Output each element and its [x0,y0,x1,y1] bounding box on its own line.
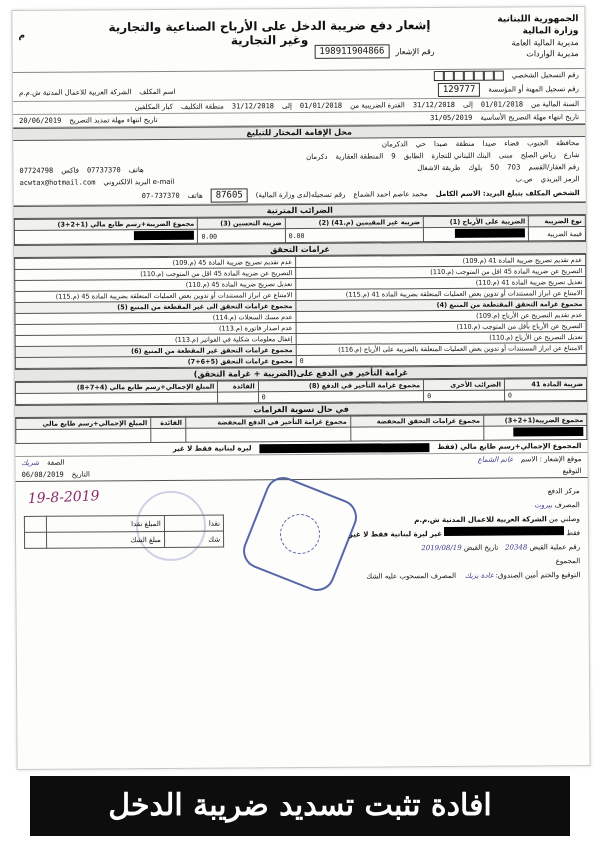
cashier-label: أمين الصندوق [497,571,539,580]
fine-right-item: تعديل التصريح عن الأرباح (م.110) [296,332,586,345]
fine-right-item: عدم تقديم التصريح عن الأرباح (م.109) [296,310,586,323]
late-col-interest: الفائدة [218,381,258,392]
ministry-block [497,13,578,60]
settlement-table [15,414,587,444]
profession-reg-label: رقم تسجيل المهنة أو المؤسسة [488,85,579,94]
date-label: التاريخ [71,470,90,479]
receipt-fields: مركز الدفع المصرف بيروت وصلني من الشركة العربية للاعمال المدنية ش.م.م فقط غير ليرة لبنانية فقط لا غير رقم عملية القبض 20348 تاريخ القبض 2019/08/19 المجموع التوقيع والختم أمين الصندوق: غادة يزبك المصرف المسحوب عليه الشك [348,487,581,581]
tax-to-label: إلى [281,102,292,111]
fine-right-item: تعديل تصريح ضريبة المادة 41 (م.110) [296,277,586,290]
caption-banner: افادة تثبت تسديد ضريبة الدخل [30,776,570,836]
fine-left-item: عدم اصدار فاتورة (م.113) [15,323,296,336]
deadline-value: 31/05/2019 [430,113,473,123]
fine-right-item: التصريح عن الأرباح بأقل من المتوجب (م.110) [296,321,586,334]
redaction [455,228,525,237]
floor-label: الطابق [403,152,424,161]
ministry-label: وزارة المالية [522,26,579,37]
fax-label: فاكس [61,166,79,175]
late-sum-value: 0 [258,391,424,403]
district-label: قضاء [504,139,520,148]
receipt-no-label: رقم عملية القبض [529,543,581,552]
due-improvement-value: 0.00 [198,229,285,244]
due-taxes-title: الضرائب المترتبة [14,202,586,219]
taxpayer-name: الشركة العربية للاعمال المدنية ش.م.م [18,88,132,97]
date-value: 06/08/2019 [21,470,64,479]
tax-from: 01/01/2018 [299,101,343,111]
document-title: إشعار دفع ضريبة الدخل على الأرباح الصناعية والتجارية وغير التجارية [108,18,431,48]
cashier-value: غادة يزبك [464,571,494,580]
agent-name: محمد عاصم احمد الشماع [353,190,428,199]
occupancy-label: طريقة الاشغال [417,163,461,173]
settlement-title: في حال تسوية الغرامات [15,401,587,418]
redaction [444,526,564,536]
due-col-profit: الضريبة على الأرباح (1) [424,216,529,228]
drawee-bank-label: المصرف المسحوب عليه الشك [366,571,457,581]
settle-late-value [186,427,351,442]
phone-value: 07737370 [86,166,121,175]
quarter-value: الدكرمان [381,140,408,149]
late-col-total: المبلغ الإجمالي+رسم طابع مالي (4+7+8) [15,381,217,393]
assessment-zone-label: منطقة التكليف [180,102,224,111]
receipt-date-label: تاريخ القبض [463,543,499,552]
republic-label: الجمهورية اللبنانية [497,14,579,25]
late-title: غرامة التأخير في الدفع على(الضريبة + غرامة التحقق) [15,365,587,382]
extended-deadline-label: تاريخ انتهاء مهلة تمديد التصريح [69,115,158,125]
plot-value: 703 [507,163,521,172]
block-label: بلوك [468,163,483,172]
due-col-total: مجموع الضريبة+رسم طابع مالي (1+2+3) [14,218,198,230]
settle-col-tax: مجموع الضريبة(1+2+3) [484,415,587,427]
fiscal-to-label: إلى [462,100,473,109]
issuer-label: موقع الإشعار : الاسم [520,455,582,464]
fine-left-item: عدم مسك السجلات (م.114) [15,312,296,325]
tax-to: 31/12/2018 [231,102,275,111]
sign-seal-label: التوقيع والختم [540,571,581,580]
region-value: صيدا [433,139,448,149]
fiscal-year-label: السنة المالية من [531,100,580,109]
payment-center-label: مركز الدفع [547,487,580,496]
tax-period-label: الفترة الضريبية من [350,101,405,110]
check-amount-label: مبلغ الشك [47,531,165,548]
building-label: مبنى [498,151,513,160]
agent-reg-value: 87605 [211,188,248,202]
phone-label: هاتف [128,166,144,175]
building-value: البنك اللبناني للتجارة [431,151,491,161]
late-other-value: 0 [424,390,505,402]
settle-interest-value [151,428,186,442]
fiscal-to: 31/12/2018 [412,100,455,110]
grand-total-suffix: ليرة لبنانية فقط لا غير [172,444,252,453]
due-taxes-table [14,215,586,245]
fines-title: غرامات التحقق [14,241,586,258]
notice-number-row [314,44,434,59]
due-col-type: نوع الضريبة [529,216,586,227]
sum-label: المجموع [555,557,581,566]
late-col-41: ضريبة المادة 41 [504,379,586,391]
address-section-title: محل الإقامة المختار للتبليغ [13,124,585,141]
due-total-cell [14,229,198,244]
street-value: رياض الصلح [520,151,556,160]
agent-phone-label: هاتف [187,191,203,200]
issuer-name: غانم الشماع [477,455,513,464]
seal-emblem-icon [274,508,326,560]
document-header [12,7,584,73]
quarter-label: حي [415,140,427,149]
corner-mark: م [18,30,26,41]
region-label: منطقة [455,139,475,148]
settle-col-total: المبلغ الإجمالي+رسم طابع مالي [16,418,151,430]
fax-value: 07724798 [19,166,54,175]
fine-left-subtotal: مجموع غرامات التحقق الى غير المقطعة من المنبع (5) [15,301,296,314]
late-41-value: 0 [504,390,586,402]
settle-total-value [16,429,151,444]
section-no-value: 50 [490,163,500,172]
role-value: شريك [21,458,40,467]
ministry-seal [238,472,363,597]
notice-number-value: 198911904866 [314,44,389,59]
late-total-value [16,392,218,404]
bank-label: المصرف [554,501,580,510]
fine-left-item: تعديل تصريح ضريبة المادة 45 (م.110) [15,279,296,292]
fine-left-subtotal: مجموع غرامات التحقق غير المقطعة من المنبع (6) [15,345,296,358]
email-label: e-mail البريد الالكتروني [103,177,175,187]
only-label: فقط [566,529,581,538]
pobox-label: ص.ب [515,175,533,184]
postal-label: الرمز البريدي [540,175,580,184]
due-profit-cell [424,227,529,242]
assessment-zone: كبار المكلفين [134,102,174,112]
check-label: شك [164,531,223,547]
fine-right-item: الامتناع عن ابراز المستندات أو تدوين بعض العمليات المتعلقة بالضريبة على الأرباح (م.116) [296,343,586,356]
due-col-nonresident: ضريبة غير المقيمين (م.41) (2) [285,217,423,229]
cash-amount-value [24,516,46,532]
plot-label: رقم العقار/القسم [528,163,580,172]
handwritten-date: 19-8-2019 [27,488,100,508]
floor-value: 9 [391,152,396,161]
receipt-date-value: 2019/08/19 [421,543,462,553]
agent-reg-label: رقم تسجيله(لدى وزارة المالية) [255,190,346,200]
role-label: الصفة [47,458,65,467]
redaction [134,231,194,240]
only-suffix: غير ليرة لبنانية فقط لا غير [348,530,443,539]
taxpayer-label: اسم المكلف [139,87,176,97]
fine-left-item: التصريح عن ضريبة المادة 45 اقل من المتوجب (م.110) [15,268,296,281]
cash-label: نقدا [164,515,223,531]
agent-phone-value: 07-737370 [141,191,180,201]
notice-number-label: رقم الإشعار [395,46,435,56]
grand-total-label: المجموع الإجمالي+رسم طابع مالي (فقط [437,442,582,452]
fines-table [14,254,587,369]
fines-grand-total-label: مجموع غرامات التحقق (5+6+7) [15,356,296,369]
received-from-value: الشركة العربية للاعمال المدنية ش.م.م [414,515,547,525]
receipt-area [16,477,589,631]
late-interest-value [218,392,258,403]
email-value: acwtax@hotmail.com [19,178,96,187]
realestate-value: دكرمان [306,152,328,161]
fiscal-from: 01/01/2018 [480,100,524,109]
personal-reg-cells [434,71,504,81]
settle-col-late: مجموع غرامة التأخير في الدفع المخفضة [185,416,350,428]
directorate-label: مديرية الواردات [526,49,579,59]
deadline-label: تاريخ انتهاء مهلة التصريح الأساسية [480,113,580,122]
redaction [513,427,583,436]
signature-label: التوقيع [562,467,582,476]
settle-tax-value [484,426,587,441]
realestate-label: المنطقة العقارية [335,152,384,161]
late-col-sum: مجموع غرامة التأخير في الدفع (8) [258,380,424,392]
redaction [259,443,429,453]
profession-reg-value: 129777 [438,83,481,97]
cash-amount-label: المبلغ نقدا [46,515,164,532]
receipt-no-value: 20348 [505,543,528,552]
fine-left-item: إغفال معلومات شكلية في الفواتير (م.113) [15,334,296,347]
due-row-label: قيمة الضريبة [529,227,586,241]
governorate-value: الجنوب [527,139,549,148]
due-nonresident-value: 0.00 [285,228,423,243]
fine-left-item: عدم تقديم تصريح ضريبة المادة 45 (م.109) [15,257,296,270]
fine-right-item: عدم تقديم تصريح ضريبة المادة 41 (م.109) [296,255,586,268]
street-label: شارع [563,151,580,160]
fines-total-value: 0 [296,354,586,367]
settle-col-interest: الفائدة [151,417,186,428]
settle-col-fines: مجموع غرامات التحقق المخفضة [350,415,483,427]
governorate-label: محافظة [556,139,580,148]
payment-method-table [24,515,224,549]
personal-reg-label: رقم التسجيل الشخصي [511,71,579,80]
bank-value: بيروت [534,501,553,510]
late-col-other: الضرائب الأخرى [424,379,505,391]
agent-label: الشخص المكلف بتبلغ البريد: الاسم الكامل [435,189,580,199]
fine-left-item: الامتناع عن ابراز المستندات أو تدوين بعض العمليات المتعلقة بضريبة المادة 45 (م.115) [15,290,296,303]
tax-notice-document [11,6,590,770]
fine-right-item: التصريح عن ضريبة المادة 45 اقل من المتوجب (م.110) [296,266,586,279]
fine-right-subtotal: مجموع غرامة التحقق المقتطعة من المنبع (4) [296,299,586,312]
district-value: صيدا [482,139,497,148]
due-col-improvement: ضريبة التحسين (3) [198,218,285,230]
received-from-label: وصلني من [548,515,580,524]
fine-right-item: الامتناع عن ابراز المستندات أو تدوين بعض العمليات المتعلقة بضريبة المادة 41 (م.115) [296,288,586,301]
settle-fines-value [350,426,483,441]
directorate-general-label: مديرية المالية العامة [511,38,579,48]
check-amount-value [25,532,47,548]
extended-deadline-value: 20/06/2019 [19,116,62,125]
